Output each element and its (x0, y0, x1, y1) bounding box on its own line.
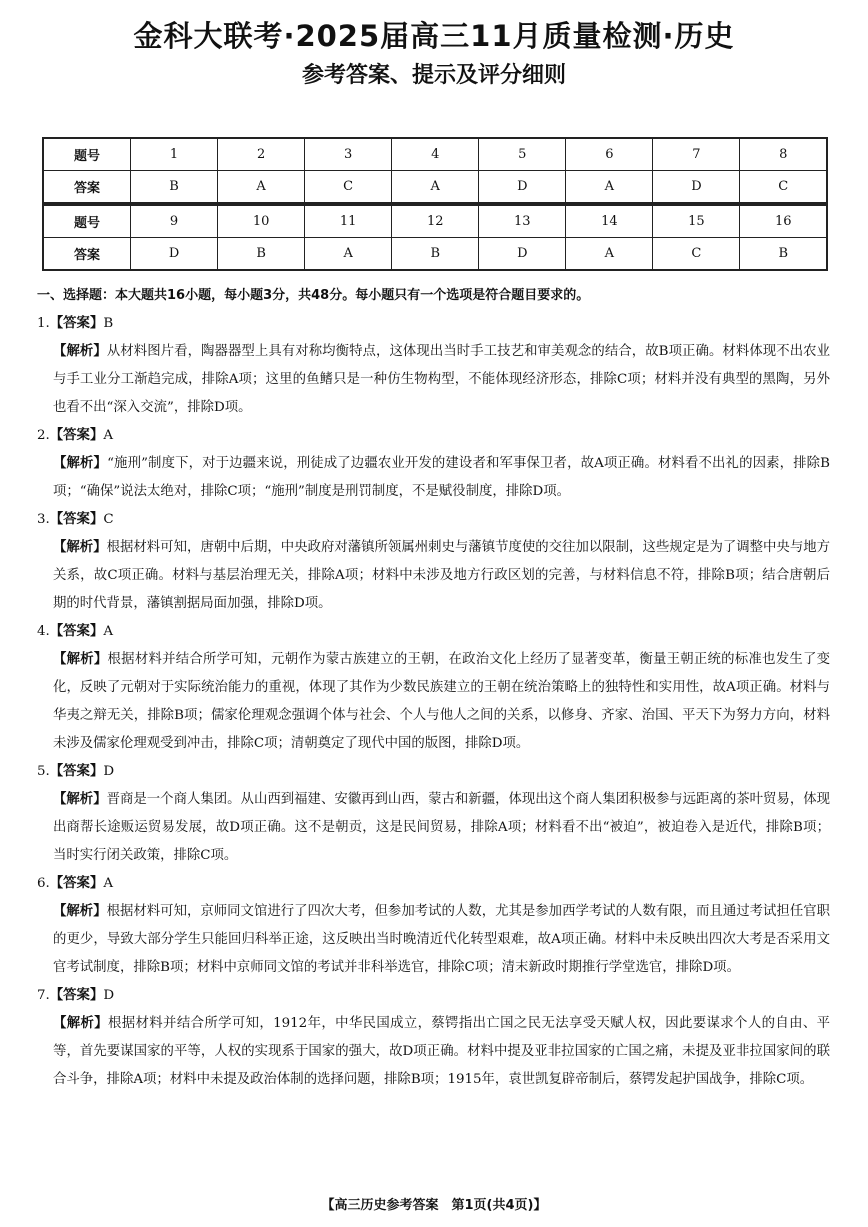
analysis-text: 根据材料并结合所学可知，1912年，中华民国成立，蔡锷指出亡国之民无法享受天赋人权，因此要谋求个人的自由、平等，首先要谋国家的平等，人权的实现系于国家的强大，故D项正确。材料中提及亚非拉国家的亡国之痛，未提及亚非拉国家间的联合斗争，排除A项；材料中未提及政治体制的选择问题，排除B项；1915年，袁世凯复辟帝制后，蔡锷发起护国战争，排除C项。 (53, 1016, 830, 1087)
analysis-text: “施刑”制度下，对于边疆来说，刑徒成了边疆农业开发的建设者和军事保卫者，故A项正确。材料看不出礼的因素，排除B项；“确保”说法太绝对，排除C项；“施刑”制度是刑罚制度，不是赋役制度，排除D项。 (53, 456, 831, 499)
table-cell: A (566, 238, 653, 271)
question-number: 7. (37, 988, 50, 1003)
analysis-text: 根据材料可知，京师同文馆进行了四次大考，但参加考试的人数，尤其是参加西学考试的人数有限，而且通过考试担任官职的更少，导致大部分学生只能回归科举正途，这反映出当时晚清近代化转型艰难，故A项正确。材料中未反映出四次大考是否采用文官考试制度，排除B项；材料中京师同文馆的考试并非科举选官，排除C项；清末新政时期推行学堂选官，排除D项。 (53, 904, 831, 975)
analysis-text: 根据材料可知，唐朝中后期，中央政府对藩镇所领属州刺史与藩镇节度使的交往加以限制，这些规定是为了调整中央与地方关系，故C项正确。材料与基层治理无关，排除A项；材料中未涉及地方行政区划的完善，与材料信息不符，排除B项；结合唐朝后期的时代背景，藩镇割据局面加强，排除D项。 (53, 540, 831, 611)
table-cell: 10 (218, 205, 305, 238)
answer-label: 【答案】 (49, 876, 104, 891)
answer-value: A (103, 624, 114, 639)
table-cell: A (218, 171, 305, 204)
table-cell: B (740, 238, 827, 271)
answer-value: A (103, 428, 114, 443)
question-number: 4. (37, 624, 50, 639)
answer-table-2 (42, 204, 828, 271)
table-row-numbers (43, 205, 827, 238)
question-number: 2. (37, 428, 50, 443)
question-number: 3. (37, 512, 50, 527)
question-number: 1. (37, 316, 50, 331)
table-cell: D (479, 171, 566, 204)
table-cell: B (131, 171, 218, 204)
table-cell: B (218, 238, 305, 271)
table-cell: 14 (566, 205, 653, 238)
answer-value: C (103, 512, 114, 527)
question-number: 6. (37, 876, 50, 891)
analysis-text: 根据材料并结合所学可知，元朝作为蒙古族建立的王朝，在政治文化上经历了显著变革，衡量王朝正统的标准也发生了变化，反映了元朝对于实际统治能力的重视，体现了其作为少数民族建立的王朝在统治策略上的独特性和实用性，故A项正确。材料与华夷之辩无关，排除B项；儒家伦理观念强调个体与社会、个人与他人之间的关系，以修身、齐家、治国、平天下为努力方向，材料未涉及儒家伦理观受到冲击，排除C项；清朝奠定了现代中国的版图，排除D项。 (53, 652, 830, 751)
analysis-label: 【解析】 (53, 344, 107, 359)
answer-label: 【答案】 (49, 428, 104, 443)
answer-value: B (103, 316, 114, 331)
table-cell: D (131, 238, 218, 271)
analysis-label: 【解析】 (53, 904, 107, 919)
answer-label: 【答案】 (49, 316, 104, 331)
answer-value: D (103, 988, 115, 1003)
analysis-text: 从材料图片看，陶器器型上具有对称均衡特点，这体现出当时手工技艺和审美观念的结合，故B项正确。材料体现不出农业与手工业分工渐趋完成，排除A项；这里的鱼鳍只是一种仿生物构型，不能体现经济形态，排除C项；材料并没有典型的黑陶，另外也看不出“深入交流”，排除D项。 (53, 344, 831, 415)
table-row-answers (43, 238, 827, 271)
analysis-label: 【解析】 (53, 456, 108, 471)
question-item (37, 422, 830, 506)
answer-label: 【答案】 (49, 512, 104, 527)
analysis-label: 【解析】 (53, 652, 108, 667)
table-row-numbers (43, 138, 827, 171)
question-number: 5. (37, 764, 50, 779)
page-footer: 【高三历史参考答案 第1页(共4页)】 (321, 1198, 547, 1213)
question-item (37, 758, 830, 870)
answer-label: 【答案】 (49, 988, 104, 1003)
row-label: 题号 (43, 205, 131, 238)
question-item (37, 982, 830, 1094)
section-heading: 一、选择题：本大题共16小题，每小题3分，共48分。每小题只有一个选项是符合题目要求的。 (37, 288, 590, 303)
row-label: 题号 (43, 138, 131, 171)
answer-label: 【答案】 (49, 624, 104, 639)
table-cell: 13 (479, 205, 566, 238)
table-cell: 7 (653, 138, 740, 171)
table-cell: 2 (218, 138, 305, 171)
table-cell: 1 (131, 138, 218, 171)
question-item (37, 618, 830, 758)
analysis-label: 【解析】 (53, 1016, 109, 1031)
page-subtitle: 参考答案、提示及评分细则 (301, 63, 566, 88)
question-item (37, 310, 830, 422)
table-cell: A (305, 238, 392, 271)
table-cell: 9 (131, 205, 218, 238)
question-item (37, 506, 830, 618)
table-cell: A (566, 171, 653, 204)
analysis-text: 晋商是一个商人集团。从山西到福建、安徽再到山西，蒙古和新疆，体现出这个商人集团积极参与远距离的茶叶贸易，体现出商帮长途贩运贸易发展，故D项正确。这不是朝贡，这是民间贸易，排除A项；材料看不出“被迫”，被迫卷入是近代，排除B项；当时实行闭关政策，排除C项。 (53, 792, 831, 863)
table-cell: 15 (653, 205, 740, 238)
table-cell: D (653, 171, 740, 204)
row-label: 答案 (43, 238, 131, 271)
table-cell: 6 (566, 138, 653, 171)
table-cell: B (392, 238, 479, 271)
answer-value: A (103, 876, 114, 891)
question-item (37, 870, 830, 982)
table-row-answers (43, 171, 827, 204)
page-title: 金科大联考·2025届高三11月质量检测·历史 (133, 19, 735, 53)
answer-value: D (103, 764, 115, 779)
table-cell: C (740, 171, 827, 204)
table-cell: D (479, 238, 566, 271)
answer-explanations (37, 310, 830, 1094)
table-cell: C (653, 238, 740, 271)
table-cell: 3 (305, 138, 392, 171)
analysis-label: 【解析】 (53, 792, 107, 807)
row-label: 答案 (43, 171, 131, 204)
answer-label: 【答案】 (49, 764, 104, 779)
table-cell: 5 (479, 138, 566, 171)
table-cell: 8 (740, 138, 827, 171)
table-cell: 16 (740, 205, 827, 238)
table-cell: C (305, 171, 392, 204)
table-cell: 4 (392, 138, 479, 171)
table-cell: 11 (305, 205, 392, 238)
table-cell: A (392, 171, 479, 204)
analysis-label: 【解析】 (53, 540, 107, 555)
table-cell: 12 (392, 205, 479, 238)
answer-table-1 (42, 137, 828, 204)
